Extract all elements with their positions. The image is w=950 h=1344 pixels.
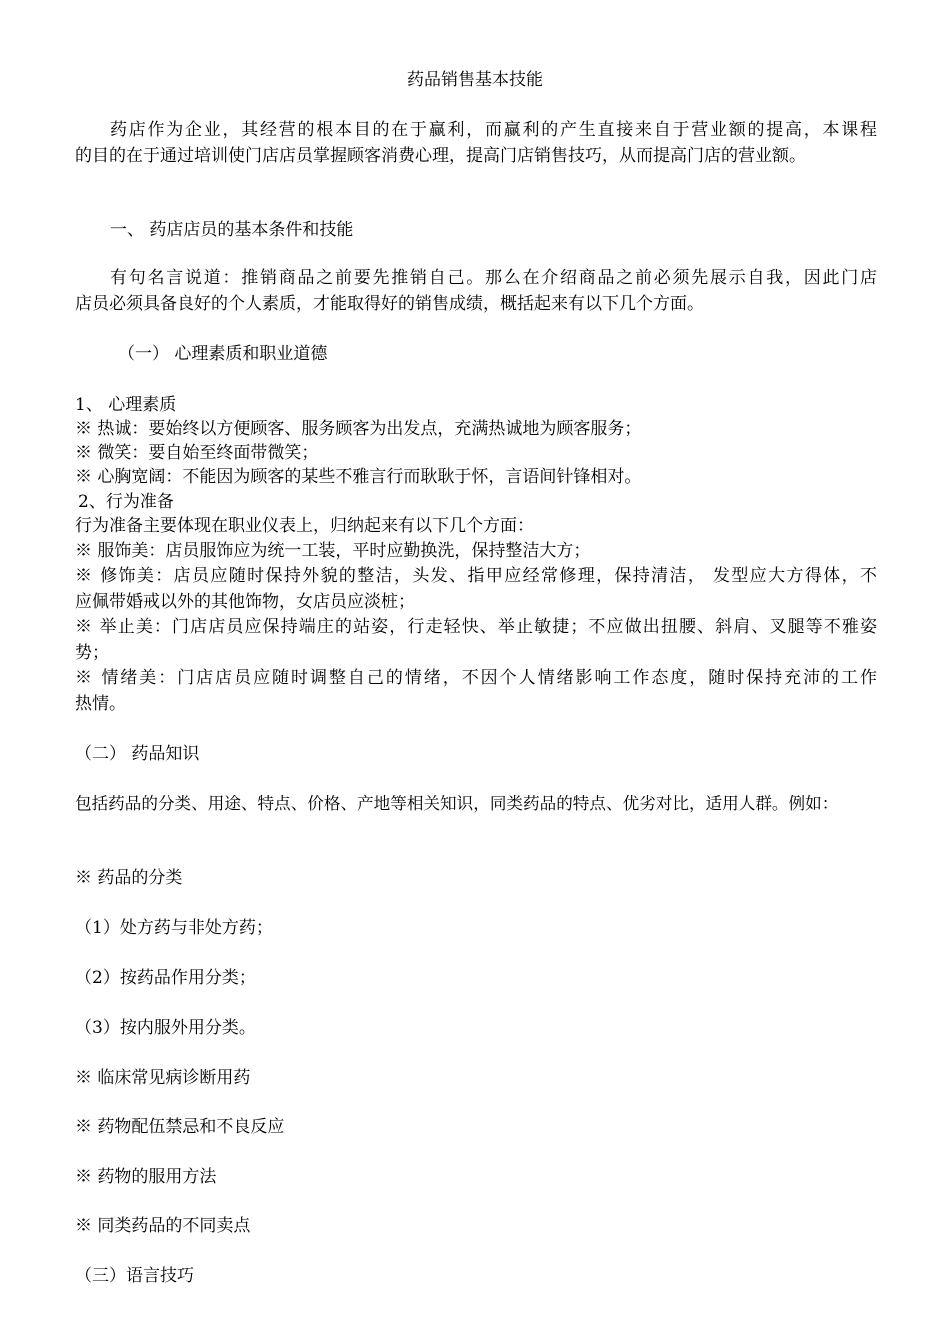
item2-line-7: 热情。 (75, 694, 126, 714)
item2-line-4: ※ 举止美：门店店员应保持端庄的站姿，行走轻快、举止敏捷；不应做出扭腰、斜肩、叉腿等不雅姿 (75, 617, 877, 637)
clinical-medication-item: ※ 临床常见病诊断用药 (75, 1068, 251, 1088)
item1-line-3: ※ 心胸宽阔：不能因为顾客的某些不雅言行而耿耿于怀，言语间针锋相对。 (75, 467, 642, 487)
item2-heading: 2、行为准备 (78, 492, 174, 512)
contraindications-item: ※ 药物配伍禁忌和不良反应 (75, 1117, 285, 1137)
item2-line-3: 应佩带婚戒以外的其他饰物，女店员应淡桩； (75, 592, 415, 612)
document-title: 药品销售基本技能 (407, 70, 543, 90)
item1-line-1: ※ 热诚：要始终以方便顾客、服务顾客为出发点，充满热诚地为顾客服务； (75, 419, 642, 439)
item2-line-5: 势； (75, 643, 109, 663)
item2-line-1: ※ 服饰美：店员服饰应为统一工装，平时应勤换洗，保持整洁大方； (75, 541, 591, 561)
intro-line-1: 药店作为企业，其经营的根本目的在于赢利，而赢利的产生直接来自于营业额的提高，本课程 (110, 120, 877, 140)
item1-heading: 1、 心理素质 (75, 395, 177, 415)
item2-intro: 行为准备主要体现在职业仪表上，归纳起来有以下几个方面： (75, 516, 534, 536)
section1-heading: 一、 药店店员的基本条件和技能 (110, 220, 354, 240)
intro-line-2: 的目的在于通过培训使门店店员掌握顾客消费心理，提高门店销售技巧，从而提高门店的营业额。 (75, 146, 806, 166)
category-list-item-1: （1）处方药与非处方药； (75, 918, 273, 938)
item1-line-2: ※ 微笑：要自始至终面带微笑； (75, 443, 319, 463)
sub2-heading: （二） 药品知识 (75, 744, 200, 764)
category-list-item-3: （3）按内服外用分类。 (75, 1018, 256, 1038)
sub2-paragraph: 包括药品的分类、用途、特点、价格、产地等相关知识，同类药品的特点、优劣对比，适用人群。例如： (75, 794, 839, 813)
item2-line-2: ※ 修饰美：店员应随时保持外貌的整洁，头发、指甲应经常修理，保持清洁， 发型应大方得体，不 (75, 566, 877, 586)
usage-method-item: ※ 药物的服用方法 (75, 1167, 217, 1187)
sub3-heading: （三）语言技巧 (75, 1266, 194, 1286)
category-list-item-2: （2）按药品作用分类； (75, 968, 256, 988)
section1-paragraph-line-1: 有句名言说道：推销商品之前要先推销自己。那么在介绍商品之前必须先展示自我，因此门店 (110, 268, 877, 288)
selling-points-item: ※ 同类药品的不同卖点 (75, 1216, 251, 1236)
item2-line-6: ※ 情绪美：门店店员应随时调整自己的情绪，不因个人情绪影响工作态度，随时保持充沛的工作 (75, 668, 877, 688)
sub1-heading: （一） 心理素质和职业道德 (118, 344, 328, 364)
section1-paragraph-line-2: 店员必须具备良好的个人素质，才能取得好的销售成绩，概括起来有以下几个方面。 (75, 294, 704, 314)
drug-category-item: ※ 药品的分类 (75, 868, 183, 888)
